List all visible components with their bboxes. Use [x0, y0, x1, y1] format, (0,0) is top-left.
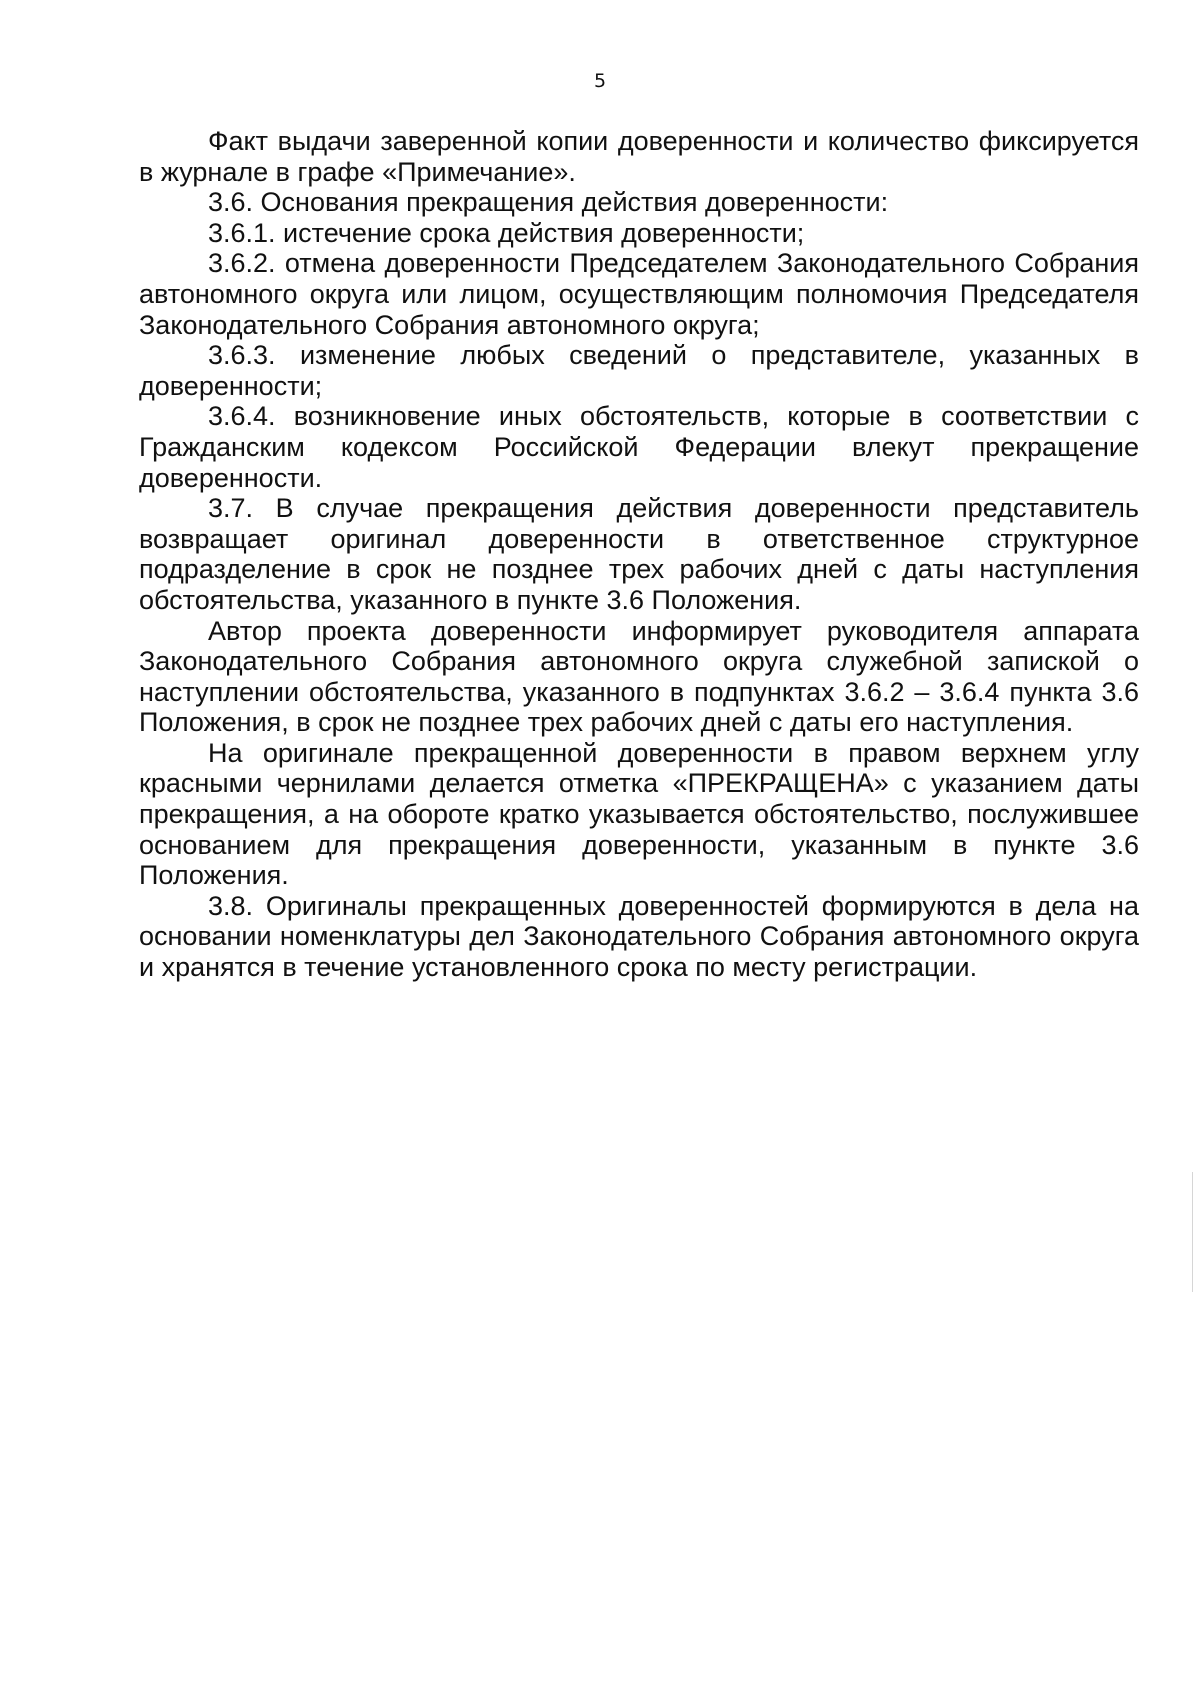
- paragraph-3-6-heading: 3.6. Основания прекращения действия доверенности:: [208, 187, 889, 218]
- paragraph-3-7: 3.7. В случае прекращения действия доверенности представитель возвращает оригинал доверенности в ответственное структурное подразделение в срок не позднее трех рабочих дней с даты наступления обстоятельства, указанного в пункте 3.6 Положения.: [139, 493, 1139, 615]
- paragraph-terminated-mark: На оригинале прекращенной доверенности в правом верхнем углу красными чернилами делается отметка «ПРЕКРАЩЕНА» с указанием даты прекращения, а на обороте кратко указывается обстоятельство, послужившее основанием для прекращения доверенности, указанным в пункте 3.6 Положения.: [139, 737, 1139, 891]
- paragraph-3-6-2: 3.6.2. отмена доверенности Председателем Законодательного Собрания автономного округа или лицом, осуществляющим полномочия Председателя Законодательного Собрания автономного округа;: [139, 248, 1139, 340]
- paragraph-author-notification: Автор проекта доверенности информирует руководителя аппарата Законодательного Собрания автономного округа служебной запиской о наступлении обстоятельства, указанного в подпунктах 3.6.2 – 3.6.4 пункта 3.6 Положения, в срок не позднее трех рабочих дней с даты его наступления.: [139, 615, 1139, 738]
- scan-edge-mark: [1192, 1172, 1193, 1292]
- paragraph-3-8: 3.8. Оригиналы прекращенных доверенностей формируются в дела на основании номенклатуры дел Законодательного Собрания автономного округа и хранятся в течение установленного срока по месту регистрации.: [139, 890, 1139, 983]
- document-body: [139, 126, 1139, 983]
- page-number: 5: [593, 70, 607, 92]
- paragraph-3-6-3: 3.6.3. изменение любых сведений о представителе, указанных в доверенности;: [139, 340, 1139, 401]
- paragraph-certified-copy-record: Факт выдачи заверенной копии доверенности и количество фиксируется в журнале в графе «Примечание».: [139, 126, 1139, 187]
- paragraph-3-6-4: 3.6.4. возникновение иных обстоятельств, которые в соответствии с Гражданским кодексом Российской Федерации влекут прекращение доверенности.: [139, 401, 1139, 493]
- paragraph-3-6-1: 3.6.1. истечение срока действия доверенности;: [208, 217, 805, 248]
